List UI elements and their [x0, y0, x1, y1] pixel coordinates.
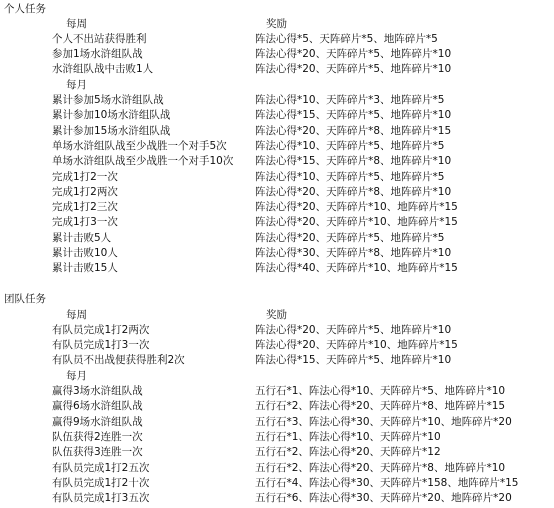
task-row: [0, 323, 554, 338]
task-row: [0, 93, 554, 108]
task-row: [0, 476, 554, 491]
task-row: [0, 170, 554, 185]
task-row: [0, 461, 554, 476]
task-reward: 阵法心得*5、天阵碎片*5、地阵碎片*5: [255, 33, 438, 45]
task-row: [0, 491, 554, 506]
task-reward: 阵法心得*20、天阵碎片*8、地阵碎片*15: [255, 124, 452, 137]
task-row: [0, 445, 554, 460]
task-name: 完成1打2一次: [52, 170, 118, 183]
task-name: 水浒组队战中击败1人: [52, 63, 154, 76]
task-name: 单场水浒组队战至少战胜一个对手10次: [52, 155, 234, 168]
task-name: 有队员完成1打2十次: [52, 476, 150, 489]
task-reward: 五行石*2、阵法心得*20、天阵碎片*12: [255, 446, 441, 459]
task-name: 完成1打2两次: [52, 185, 118, 198]
task-reward: 阵法心得*40、天阵碎片*10、地阵碎片*15: [255, 262, 458, 275]
task-row: [0, 200, 554, 215]
task-name: 有队员不出战便获得胜利2次: [52, 354, 185, 367]
team-monthly-header: [0, 369, 554, 384]
task-row: [0, 353, 554, 368]
task-row: [0, 108, 554, 123]
task-reward: 阵法心得*15、天阵碎片*8、地阵碎片*10: [255, 155, 452, 168]
task-name: 赢得3场水浒组队战: [52, 385, 143, 397]
task-reward: 阵法心得*20、天阵碎片*5、地阵碎片*10: [255, 324, 452, 336]
task-name: 队伍获得2连胜一次: [52, 430, 143, 443]
weekly-label: 每周: [66, 309, 87, 321]
team-weekly-header: [0, 308, 554, 323]
task-name: 队伍获得3连胜一次: [52, 446, 143, 459]
task-reward: 五行石*6、阵法心得*30、天阵碎片*20、地阵碎片*20: [255, 492, 512, 505]
personal-tasks-heading: 个人任务: [4, 3, 46, 15]
task-row: [0, 246, 554, 261]
task-row: [0, 384, 554, 399]
task-reward: 五行石*4、阵法心得*30、天阵碎片*158、地阵碎片*15: [255, 476, 519, 489]
task-row: [0, 415, 554, 430]
task-row: [0, 215, 554, 230]
task-reward: 五行石*3、阵法心得*30、天阵碎片*10、地阵碎片*20: [255, 415, 512, 428]
personal-monthly-header: [0, 78, 554, 93]
task-name: 累计击败15人: [52, 262, 118, 275]
monthly-label: 每月: [66, 370, 87, 382]
task-reward: 阵法心得*20、天阵碎片*10、地阵碎片*15: [255, 201, 458, 214]
task-reward: 五行石*1、阵法心得*10、天阵碎片*10: [255, 430, 441, 443]
task-reward: 阵法心得*20、天阵碎片*8、地阵碎片*10: [255, 185, 452, 198]
task-row: [0, 47, 554, 62]
team-tasks-heading: 团队任务: [4, 293, 46, 305]
task-row: [0, 124, 554, 139]
task-row: [0, 62, 554, 77]
task-name: 累计参加15场水浒组队战: [52, 124, 171, 137]
task-row: [0, 32, 554, 47]
personal-weekly-header: [0, 17, 554, 32]
task-reward: 阵法心得*20、天阵碎片*5、地阵碎片*10: [255, 48, 452, 61]
monthly-label: 每月: [66, 79, 87, 91]
task-name: 完成1打3一次: [52, 216, 118, 229]
task-name: 单场水浒组队战至少战胜一个对手5次: [52, 139, 227, 152]
task-name: 有队员完成1打2两次: [52, 324, 150, 336]
task-reward: 阵法心得*20、天阵碎片*10、地阵碎片*15: [255, 339, 458, 352]
task-reward: 阵法心得*10、天阵碎片*3、地阵碎片*5: [255, 94, 445, 106]
task-name: 累计击败5人: [52, 231, 112, 244]
task-name: 有队员完成1打3五次: [52, 492, 150, 505]
task-reward: 阵法心得*20、天阵碎片*5、地阵碎片*5: [255, 231, 445, 244]
task-reward: 阵法心得*15、天阵碎片*5、地阵碎片*10: [255, 109, 452, 122]
task-name: 完成1打2三次: [52, 201, 118, 214]
task-name: 赢得6场水浒组队战: [52, 400, 143, 413]
task-row: [0, 430, 554, 445]
weekly-label: 每周: [66, 18, 87, 30]
task-reward: 阵法心得*20、天阵碎片*5、地阵碎片*10: [255, 63, 452, 76]
task-row: [0, 399, 554, 414]
reward-label: 奖励: [266, 18, 287, 30]
task-name: 参加1场水浒组队战: [52, 48, 143, 61]
task-name: 累计击败10人: [52, 247, 118, 259]
task-row: [0, 185, 554, 200]
task-reward: 五行石*2、阵法心得*20、天阵碎片*8、地阵碎片*10: [255, 461, 506, 474]
task-name: 有队员完成1打2五次: [52, 461, 150, 474]
task-row: [0, 261, 554, 276]
task-row: [0, 139, 554, 154]
reward-label: 奖励: [266, 309, 287, 321]
task-name: 赢得9场水浒组队战: [52, 415, 143, 428]
task-name: 累计参加5场水浒组队战: [52, 94, 164, 106]
task-reward: 阵法心得*10、天阵碎片*5、地阵碎片*5: [255, 170, 445, 183]
task-name: 个人不出站获得胜利: [52, 33, 147, 45]
task-reward: 阵法心得*15、天阵碎片*5、地阵碎片*10: [255, 354, 452, 367]
task-reward: 阵法心得*30、天阵碎片*8、地阵碎片*10: [255, 247, 452, 259]
task-name: 累计参加10场水浒组队战: [52, 109, 171, 122]
task-reward: 五行石*2、阵法心得*20、天阵碎片*8、地阵碎片*15: [255, 400, 506, 413]
task-row: [0, 338, 554, 353]
task-reward: 五行石*1、阵法心得*10、天阵碎片*5、地阵碎片*10: [255, 385, 506, 397]
task-row: [0, 154, 554, 169]
task-reward: 阵法心得*20、天阵碎片*10、地阵碎片*15: [255, 216, 458, 229]
task-row: [0, 231, 554, 246]
task-reward: 阵法心得*10、天阵碎片*5、地阵碎片*5: [255, 139, 445, 152]
task-name: 有队员完成1打3一次: [52, 339, 150, 352]
